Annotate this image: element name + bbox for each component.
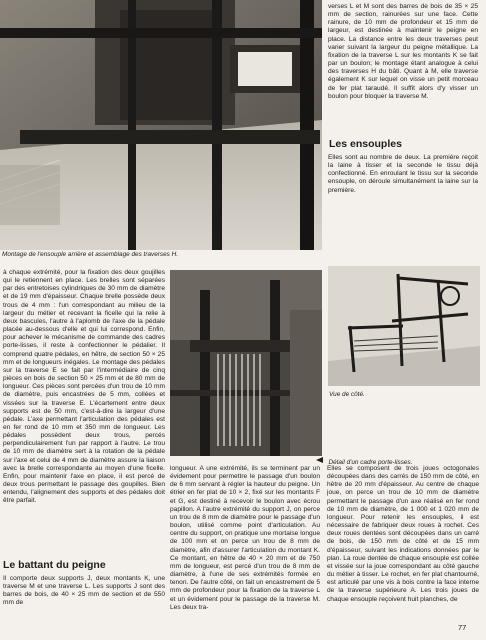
- page-number: 77: [458, 623, 467, 632]
- photo2-caption: Vue de côté.: [329, 391, 365, 398]
- photo1-caption: Montage de l'ensouple arrière et assemblage des traverses H.: [2, 251, 178, 258]
- photo3-caption: Détail d'un cadre porte-lisses.: [328, 459, 413, 466]
- side-view-photo-drawing: [328, 266, 480, 386]
- photo-rear-beam: [0, 0, 322, 250]
- battant-intro-text: Il comporte deux supports J, deux montants K, une traverse M et une traverse L. Les supports J sont des barres de bois, de 40 × 25 mm de section et de 550 mm de: [3, 575, 165, 607]
- photo-heddle-frame: [170, 270, 322, 456]
- photo-side-view: [328, 266, 480, 386]
- joues-text: Elles se composent de trois joues octogonales découpées dans des carrés de 150 mm de côté, en hêtre de 20 mm d'épaisseur. Au centre de chaque joue, on perce un trou de 10 mm de diamètre permettant le passage d'un axe réalisé en fer rond de 10 mm de diamètre, de 1 000 et 1 020 mm de longueur. Pour retenir les ensouples, il est nécessaire de fabriquer deux roues à rochet. Ces deux roues dentées sont découpées dans un carré de bois, de 150 mm de côté et de 15 mm d'épaisseur, suivant les indications données par le plan. La roue dentée de chaque ensouple est collée et vissée sur la joue correspondant au côté gauche du métier à tisser. Le rochet, en fer plat chantourné, est articulé par une vis à bois contre la face interne de la traverse supérieure A. Les trois joues de chaque ensouple reçoivent huit planches, de: [327, 465, 479, 603]
- supports-text: longueur. A une extrémité, ils se terminent par un évidement pour permettre le passage d'un boulon de 6 mm servant à régler la hauteur du peigne. Un étrier en fer plat de 10 × 2, fixé sur les montants F et G, est destiné à recevoir le boulon avec écrou papillon. A l'autre extrémité du support J, on perce un trou de 8 mm de diamètre pour le passage d'un boulon, utilisé comme point d'articulation. Au centre du support, on pratique une mortaise longue de 100 mm et on perce un trou de 8 mm de diamètre, afin d'assurer l'articulation du montant K. Ce montant, en hêtre de 40 × 20 mm et de 750 mm de longueur, est percé d'un trou de 8 mm de diamètre, à l'une de ses extrémités formée en tenon. De l'autre côté, on fait un encastrement de 5 mm de profondeur pour la fixation de la traverse L et un évidement pour le passage de la traverse M. Les deux tra-: [170, 465, 320, 611]
- heading-battant: Le battant du peigne: [3, 559, 106, 571]
- heading-ensouples: Les ensouples: [329, 138, 402, 150]
- left-arrow-pointer-icon: [316, 457, 323, 463]
- battant-continued-text: verses L et M sont des barres de bois de 35 × 25 mm de section, rainurées sur une face. Cette rainure, de 10 mm de profondeur et 15 mm de largeur, est destinée à maintenir le peigne en place. La distance entre les deux traverses peut varier suivant la largeur du peigne métallique. La fixation de la traverse L sur les montants K se fait par un boulon; le montage étant analogue à celui des traverses H du bâti. Quant à M, elle traverse également K sur lequel on visse un petit morceau de fer plat taraudé. Il suffit alors d'y visser un boulon pour bloquer la traverse M.: [328, 3, 478, 100]
- ensouples-intro-text: Elles sont au nombre de deux. La première reçoit la laine à tisser et la seconde le tissu déjà confectionné. En enroulant le tissu sur la seconde ensouple, on déroule simultanément la laine sur la première.: [328, 154, 478, 194]
- heddle-frame-photo-drawing: [170, 270, 322, 456]
- rear-beam-photo-drawing: [0, 0, 322, 250]
- pedalier-text: à chaque extrémité, pour la fixation des deux goujilles qui le retiennent en place. Les brelles sont séparées par des entretoises cylindriques de 30 mm de diamètre et de 19 mm d'épaisseur. Chaque brelle possède deux trous de 4 mm : l'un correspondant au milieu de la largeur du métier et recevant la ficelle qui la relie à deux bascules, l'autre à l'aplomb de l'axe de la pédale placée au-dessous d'elle et qui lui correspond. Enfin, pour achever le mécanisme de commande des cadres porte-lisses, il reste à confectionner le pédalier. Il comprend quatre pédales, en hêtre, de section 50 × 25 mm et de longueurs inégales. Le montage des pédales sur la traverse E se fait par l'intermédiaire de cinq pièces en bois de section 50 × 25 mm et de 80 mm de longueur. Ces pièces sont percées d'un trou de 10 mm de diamètre, puis encastrées de 5 mm, collées et vissées sur la traverse E. L'écartement entre deux supports est de 50 mm, c'est-à-dire la largeur d'une pédale. L'axe permettant l'articulation des pédales est en fer rond de 10 mm et 350 mm de longueur. Les pédales possèdent deux trous, percés perpendiculairement l'un par rapport à l'autre. Le trou de 10 mm de diamètre sert à la rotation de la pédale sur l'axe et celui de 4 mm de diamètre assure la liaison avec la brelle correspondante au moyen d'une ficelle. Enfin, pour maintenir l'axe en place, il est percé de deux trous permettant le passage des goupilles. Bien entendu, l'alignement des supports et des pédales doit être parfait.: [3, 269, 165, 505]
